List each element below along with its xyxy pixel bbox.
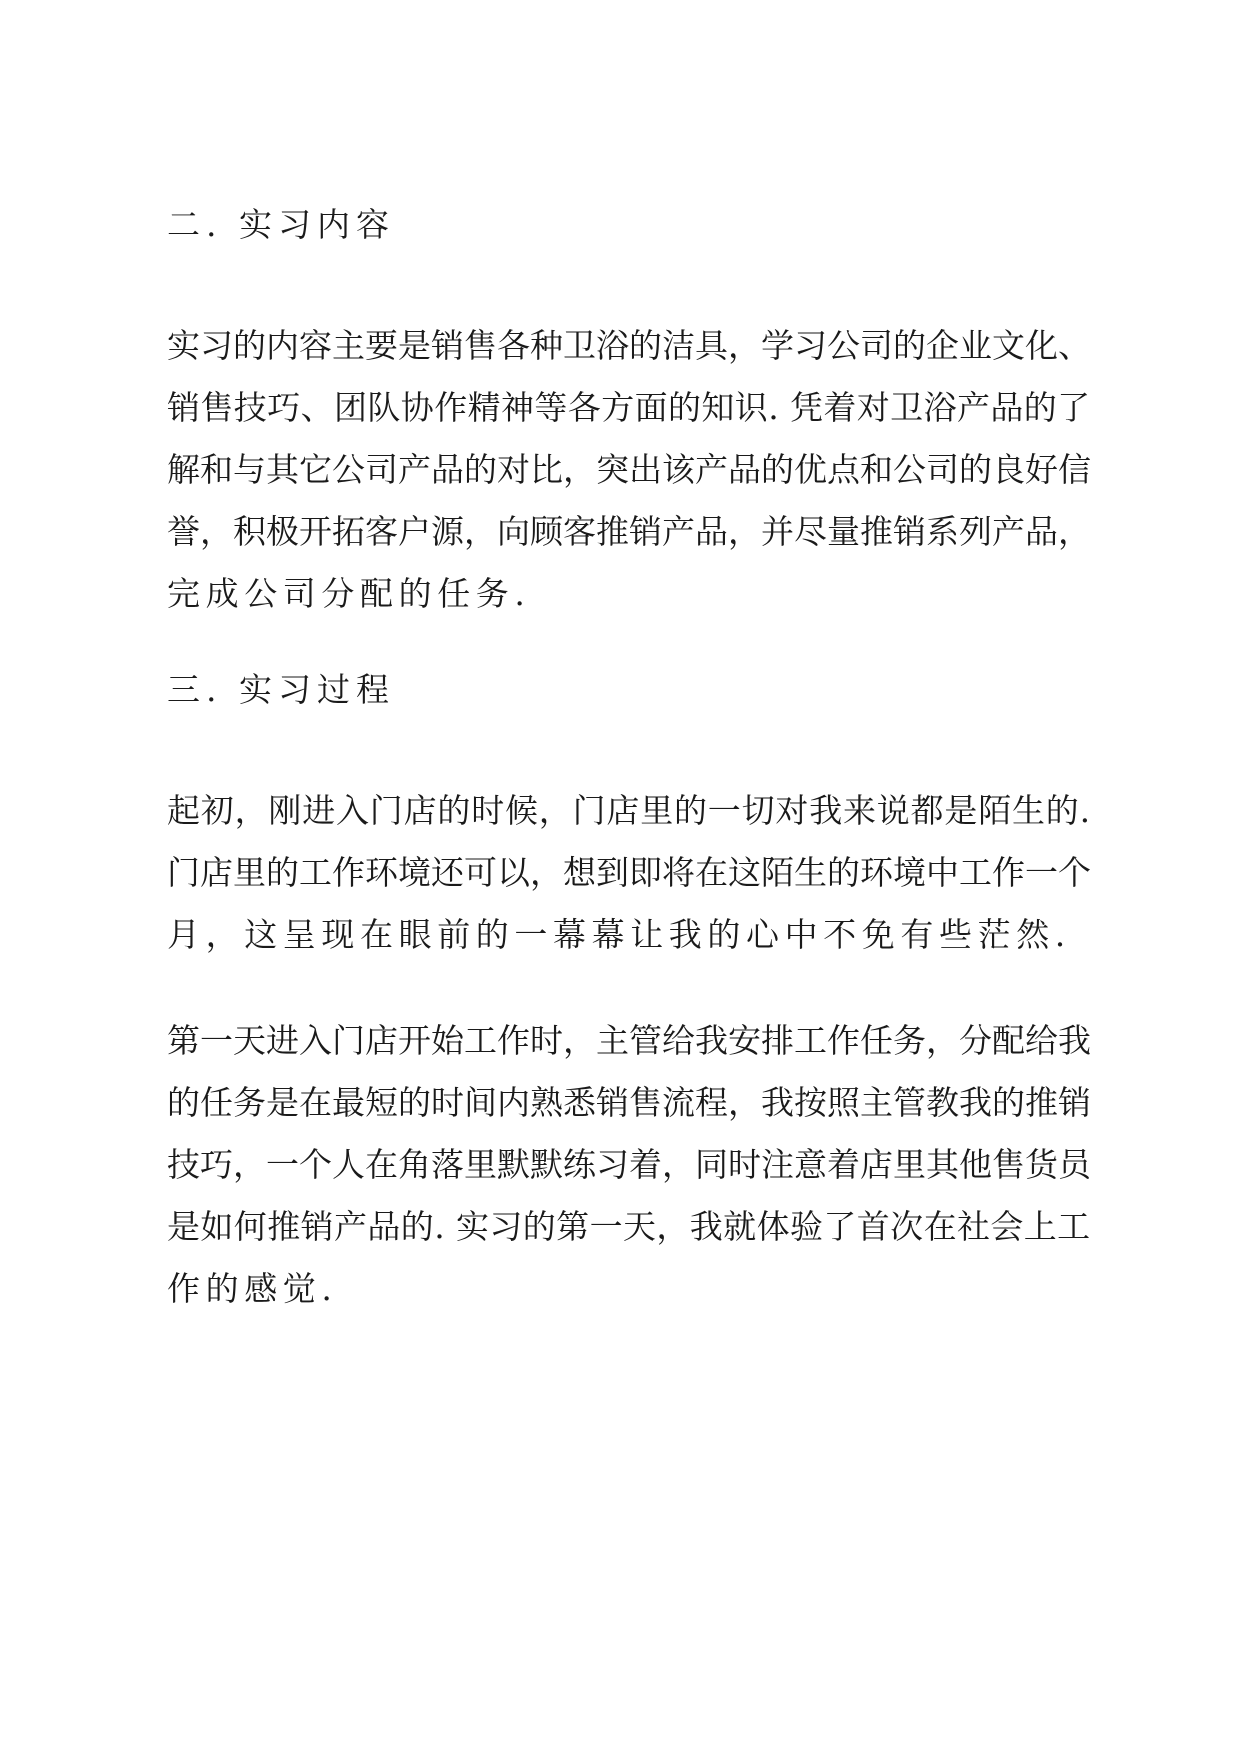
text-line: 实习的内容主要是销售各种卫浴的洁具，学习公司的企业文化、 (167, 326, 1091, 365)
text-line: 第一天进入门店开始工作时，主管给我安排工作任务，分配给我 (167, 1021, 1091, 1060)
text-line: 完成公司分配的任务. (167, 574, 531, 613)
text-line: 销售技巧、团队协作精神等各方面的知识. 凭着对卫浴产品的了 (167, 388, 1091, 427)
text-line: 誉，积极开拓客户源，向顾客推销产品，并尽量推销系列产品， (167, 512, 1091, 551)
section-heading-content: 二. 实习内容 (167, 205, 395, 244)
text-line: 技巧，一个人在角落里默默练习着，同时注意着店里其他售货员 (167, 1145, 1091, 1184)
paragraph-process-2 (167, 1010, 1097, 1320)
paragraph-content (167, 315, 1097, 625)
paragraph-process-1 (167, 780, 1097, 966)
text-line: 的任务是在最短的时间内熟悉销售流程，我按照主管教我的推销 (167, 1083, 1091, 1122)
text-line: 月，这呈现在眼前的一幕幕让我的心中不免有些茫然. (167, 915, 1071, 954)
text-line: 起初，刚进入门店的时候，门店里的一切对我来说都是陌生的. (167, 791, 1091, 830)
text-line: 解和与其它公司产品的对比，突出该产品的优点和公司的良好信 (167, 450, 1091, 489)
section-heading-process: 三. 实习过程 (167, 670, 395, 709)
text-line: 是如何推销产品的. 实习的第一天，我就体验了首次在社会上工 (167, 1207, 1091, 1246)
text-line: 门店里的工作环境还可以，想到即将在这陌生的环境中工作一个 (167, 853, 1091, 892)
text-line: 作的感觉. (167, 1269, 338, 1308)
